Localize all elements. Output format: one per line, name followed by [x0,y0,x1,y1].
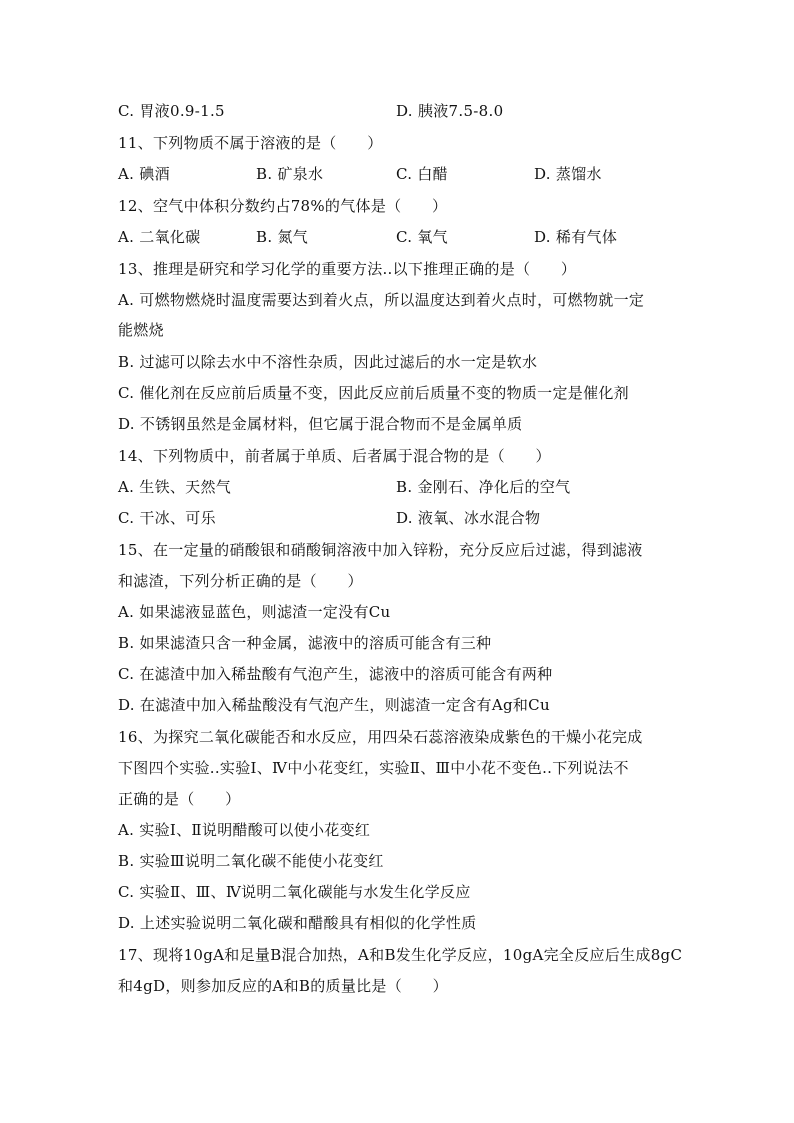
option-a: A. 二氧化碳 [118,228,201,246]
text-line: B. 实验Ⅲ说明二氧化碳不能使小花变红 [118,852,384,870]
text-line: A. 如果滤液显蓝色，则滤渣一定没有Cu [118,603,391,621]
option-row [118,164,718,184]
option-b: B. 金刚石、净化后的空气 [396,478,571,496]
text-line: D. 上述实验说明二氧化碳和醋酸具有相似的化学性质 [118,914,477,932]
option-b: D. 胰液7.5-8.0 [396,102,504,120]
option-a: A. 碘酒 [118,165,170,183]
option-row [118,508,718,528]
text-line: 11、下列物质不属于溶液的是（ ） [118,134,383,152]
option-a: A. 生铁、天然气 [118,478,232,496]
option-row [118,477,718,497]
option-a: C. 干冰、可乐 [118,509,216,527]
option-row [118,101,718,121]
text-line: 17、现将10gA和足量B混合加热，A和B发生化学反应，10gA完全反应后生成8gC [118,946,683,964]
option-d: D. 蒸馏水 [534,165,602,183]
option-b: B. 矿泉水 [256,165,324,183]
text-line: D. 在滤渣中加入稀盐酸没有气泡产生，则滤渣一定含有Ag和Cu [118,696,550,714]
text-line: A. 可燃物燃烧时温度需要达到着火点，所以温度达到着火点时，可燃物就一定 [118,291,645,309]
text-line: 15、在一定量的硝酸银和硝酸铜溶液中加入锌粉，充分反应后过滤，得到滤液 [118,541,643,559]
text-line: C. 实验Ⅱ、Ⅲ、Ⅳ说明二氧化碳能与水发生化学反应 [118,883,471,901]
text-line: 14、下列物质中，前者属于单质、后者属于混合物的是（ ） [118,447,551,465]
text-line: 能燃烧 [118,321,164,339]
option-c: C. 白醋 [396,165,448,183]
text-line: 16、为探究二氧化碳能否和水反应，用四朵石蕊溶液染成紫色的干燥小花完成 [118,728,643,746]
text-line: 和滤渣，下列分析正确的是（ ） [118,572,363,590]
text-line: 13、推理是研究和学习化学的重要方法..以下推理正确的是（ ） [118,260,577,278]
text-line: C. 催化剂在反应前后质量不变，因此反应前后质量不变的物质一定是催化剂 [118,384,629,402]
text-line: B. 如果滤渣只含一种金属，滤液中的溶质可能含有三种 [118,634,492,652]
option-a: C. 胃液0.9-1.5 [118,102,225,120]
text-line: 正确的是（ ） [118,790,241,808]
option-d: D. 稀有气体 [534,228,618,246]
option-b: D. 液氧、冰水混合物 [396,509,541,527]
text-line: C. 在滤渣中加入稀盐酸有气泡产生，滤液中的溶质可能含有两种 [118,665,553,683]
option-b: B. 氮气 [256,228,309,246]
text-line: 和4gD，则参加反应的A和B的质量比是（ ） [118,977,448,995]
text-line: A. 实验Ⅰ、Ⅱ说明醋酸可以使小花变红 [118,821,371,839]
text-line: B. 过滤可以除去水中不溶性杂质，因此过滤后的水一定是软水 [118,353,538,371]
option-c: C. 氧气 [396,228,448,246]
option-row [118,227,718,247]
text-line: 下图四个实验..实验Ⅰ、Ⅳ中小花变红，实验Ⅱ、Ⅲ中小花不变色..下列说法不 [118,759,629,777]
text-line: 12、空气中体积分数约占78%的气体是（ ） [118,197,448,215]
text-line: D. 不锈钢虽然是金属材料，但它属于混合物而不是金属单质 [118,415,523,433]
